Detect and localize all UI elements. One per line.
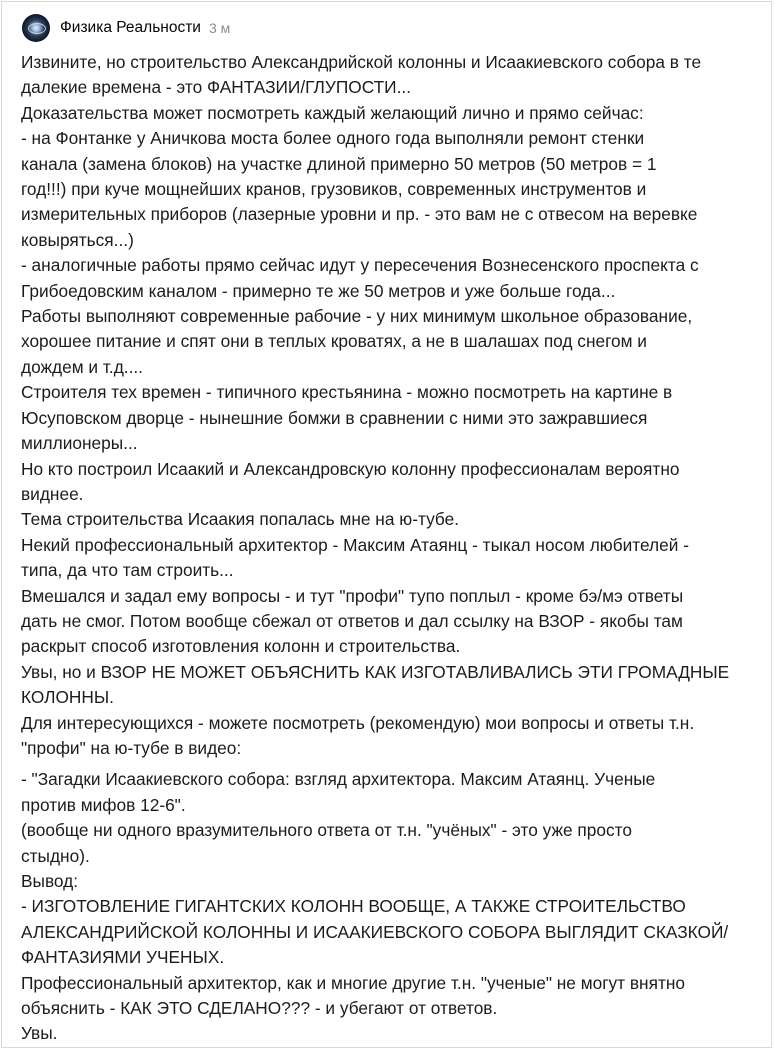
text-line: "профи" на ю-тубе в видео: [21,737,242,758]
text-line: Доказательства может посмотреть каждый желающий лично и прямо сейчас: [21,102,644,123]
text-line: дождем и т.д.... [21,356,143,377]
text-line: виднее. [21,483,84,504]
text-line: Профессиональный архитектор, как и многие другие т.н. "ученые" не могут внятно [21,972,686,993]
text-line: - ИЗГОТОВЛЕНИЕ ГИГАНТСКИХ КОЛОНН ВООБЩЕ, А ТАКЖЕ СТРОИТЕЛЬСТВО [21,896,686,917]
post-timestamp[interactable]: 3 м [208,20,231,36]
text-line: год!!!) при куче мощнейших кранов, грузовиков, современных инструментов и [21,179,647,200]
text-line: Извините, но строительство Александрийской колонны и Исаакиевского собора в те [21,52,702,72]
text-line: - на Фонтанке у Аничкова моста более одного года выполняли ремонт стенки [21,128,645,149]
text-line: канала (замена блоков) на участке длиной примерно 50 метров (50 метров = 1 [21,153,657,174]
text-line: Работы выполняют современные рабочие - у них минимум школьное образование, [21,306,693,327]
text-line: АЛЕКСАНДРИЙСКОЙ КОЛОННЫ И ИСААКИЕВСКОГО СОБОРА ВЫГЛЯДИТ СКАЗКОЙ/ [21,921,729,942]
text-line: Для интересующихся - можете посмотреть (рекомендую) мои вопросы и ответы т.н. [21,712,695,733]
text-line: Тема строительства Исаакия попалась мне на ю-тубе. [21,509,460,530]
text-line: ковыряться...) [21,229,134,250]
post-card [1,1,772,1048]
text-line: - аналогичные работы прямо сейчас идут у пересечения Вознесенского проспекта с [21,255,699,276]
text-line: Но кто построил Исаакий и Александровскую колонну профессионалам вероятно [21,458,680,479]
text-line: миллионеры... [21,433,138,454]
page-avatar[interactable] [22,14,50,42]
text-line: - "Загадки Исаакиевского собора: взгляд архитектора. Максим Атаянц. Ученые [21,769,656,790]
post-text [21,50,767,1047]
post-header [22,10,230,46]
text-line: Некий профессиональный архитектор - Максим Атаянц - тыкал носом любителей - [21,534,689,555]
text-line: далекие времена - это ФАНТАЗИИ/ГЛУПОСТИ... [21,77,412,98]
text-line: типа, да что там строить... [21,560,234,581]
text-line: раскрыт способ изготовления колонн и строительства. [21,636,461,657]
text-line: Вмешался и задал ему вопросы - и тут "профи" тупо поплыл - кроме бэ/мэ ответы [21,585,684,606]
text-line: хорошее питание и спят они в теплых кроватях, а не в шалашах под снегом и [21,331,647,352]
text-line: Грибоедовским каналом - примерно те же 50 метров и уже больше года... [21,280,616,301]
text-line: Юсуповском дворце - нынешние бомжи в сравнении с ними это зажравшиеся [21,407,648,428]
text-line: против мифов 12-6". [21,794,186,815]
text-line: КОЛОННЫ. [21,687,114,708]
text-line: (вообще ни одного вразумительного ответа от т.н. "учёных" - это уже просто [21,820,632,841]
text-line: ФАНТАЗИЯМИ УЧЕНЫХ. [21,947,225,968]
text-line: Вывод: [21,871,79,891]
text-line: Увы, но и ВЗОР НЕ МОЖЕТ ОБЪЯСНИТЬ КАК ИЗГОТАВЛИВАЛИСЬ ЭТИ ГРОМАДНЫЕ [21,661,730,682]
text-line: объяснить - КАК ЭТО СДЕЛАНО??? - и убегают от ответов. [21,998,498,1019]
text-line: Увы. [21,1023,58,1044]
text-line: дать не смог. Потом вообще сбежал от ответов и дал ссылку на ВЗОР - якобы там [21,610,683,631]
text-line: Строителя тех времен - типичного крестьянина - можно посмотреть на картине в [21,382,673,403]
text-line: измерительных приборов (лазерные уровни и пр. - это вам не с отвесом на веревке [21,204,698,225]
page-name-link[interactable]: Физика Реальности [60,19,201,36]
text-line: стыдно). [21,845,90,866]
